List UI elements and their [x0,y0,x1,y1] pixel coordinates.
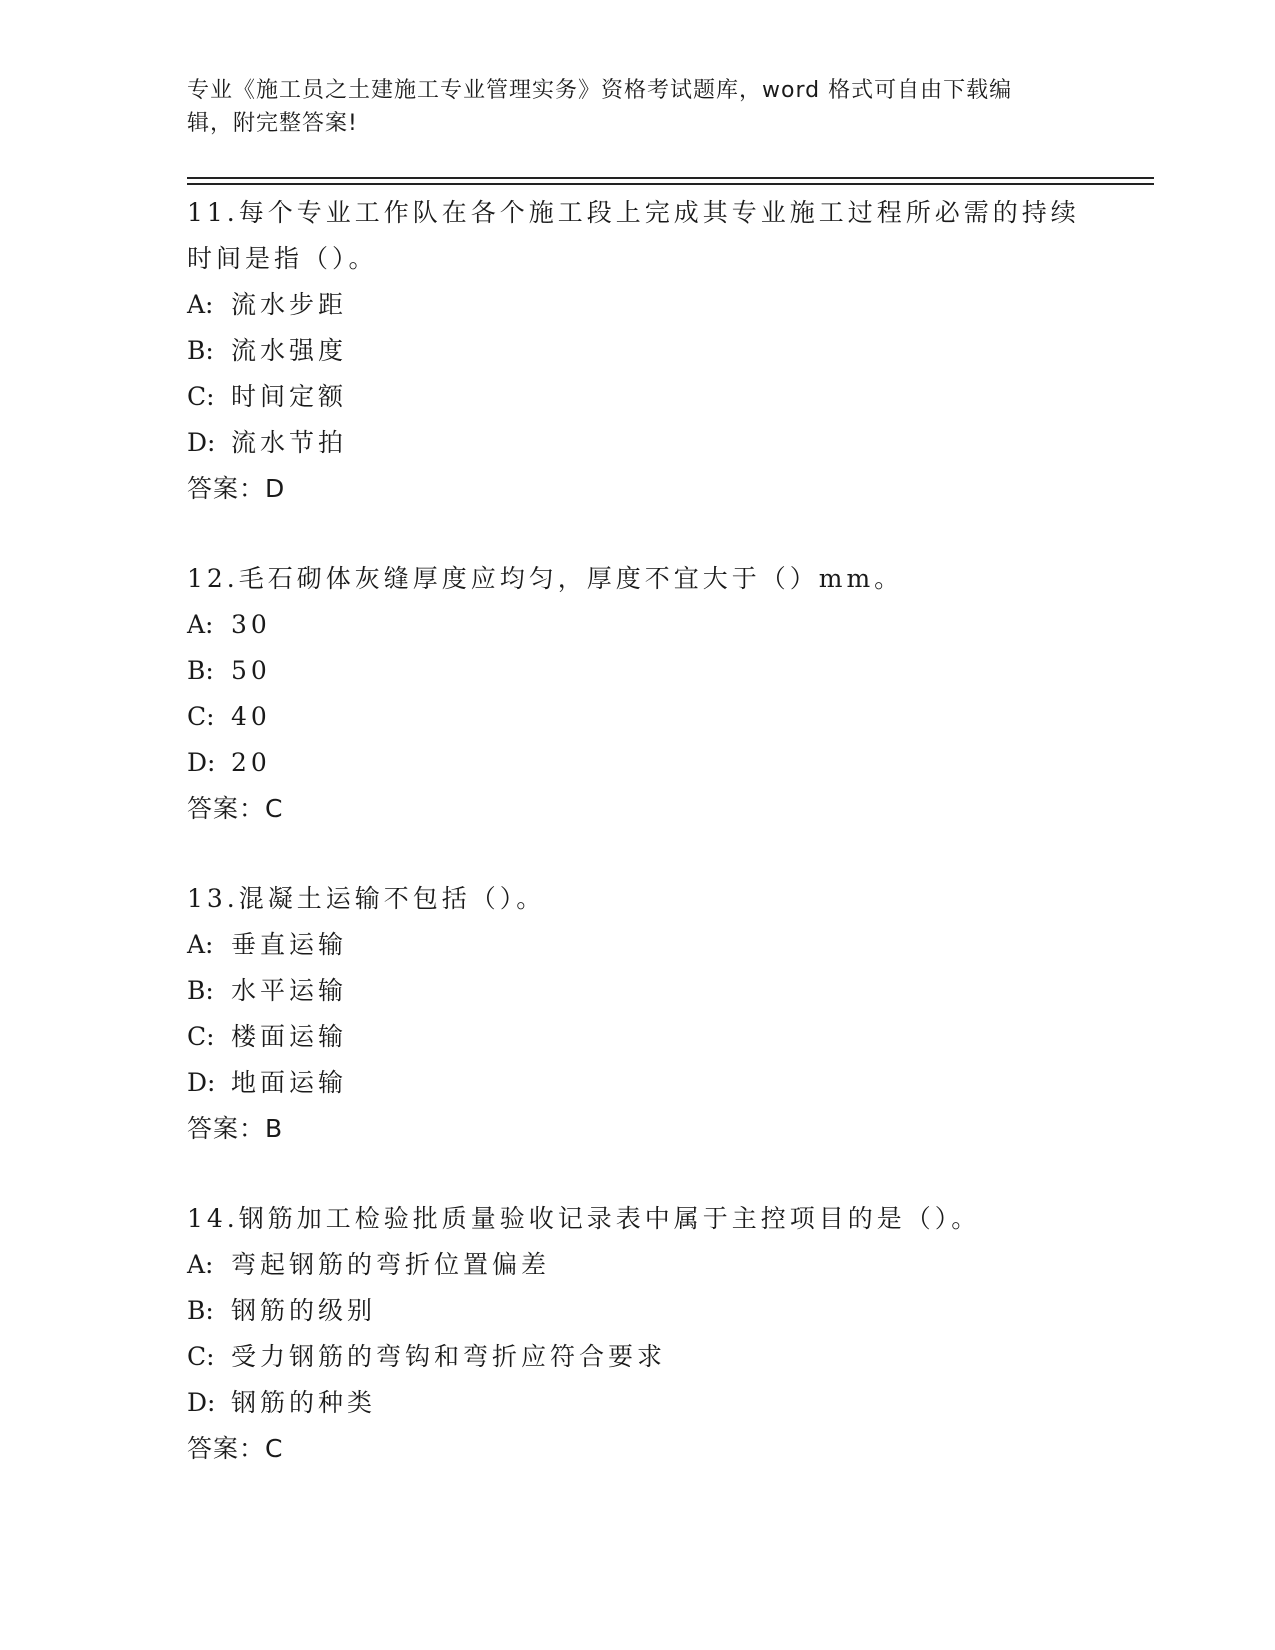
option-d [187,740,1087,786]
option-text: 楼面运输 [231,1022,348,1051]
question-stem-line-1: 13.混凝土运输不包括（）。 [187,884,546,913]
question-11 [187,190,1087,512]
option-b [187,1288,1087,1334]
option-a [187,922,1087,968]
option-letter: B: [187,656,214,685]
option-a [187,602,1087,648]
option-text: 钢筋的级别 [231,1296,377,1325]
question-12 [187,556,1087,832]
option-letter: C: [187,1022,215,1051]
question-stem-line-1: 14.钢筋加工检验批质量验收记录表中属于主控项目的是（）。 [187,1204,981,1233]
option-b [187,328,1087,374]
option-text: 受力钢筋的弯钩和弯折应符合要求 [231,1342,667,1371]
option-c [187,374,1087,420]
option-text: 流水强度 [231,336,348,365]
answer-line: 答案：B [187,1114,284,1143]
option-letter: B: [187,1296,214,1325]
answer-line: 答案：C [187,794,284,823]
option-text: 钢筋的种类 [231,1388,377,1417]
option-letter: C: [187,702,215,731]
option-text: 流水步距 [231,290,348,319]
question-stem-line-1: 12.毛石砌体灰缝厚度应均匀，厚度不宜大于（）mm。 [187,564,904,593]
option-letter: B: [187,976,214,1005]
option-letter: C: [187,1342,215,1371]
option-c [187,694,1087,740]
option-text: 时间定额 [231,382,348,411]
option-b [187,648,1087,694]
question-stem [187,1196,1087,1242]
question-stem [187,876,1087,922]
option-text: 地面运输 [231,1068,348,1097]
option-text: 40 [231,702,271,731]
option-b [187,968,1087,1014]
document-header [187,74,1087,140]
option-text: 水平运输 [231,976,348,1005]
option-letter: D: [187,428,216,457]
header-divider-bottom [187,183,1154,185]
option-letter: B: [187,336,214,365]
option-d [187,1060,1087,1106]
option-text: 30 [231,610,271,639]
option-letter: A: [187,1250,214,1279]
question-stem [187,190,1087,282]
question-stem-line-1: 11.每个专业工作队在各个施工段上完成其专业施工过程所必需的持续 [187,198,1080,227]
option-a [187,282,1087,328]
answer-line: 答案：D [187,474,286,503]
option-c [187,1014,1087,1060]
answer-line: 答案：C [187,1434,284,1463]
header-divider-top [187,177,1154,179]
option-text: 流水节拍 [231,428,348,457]
option-d [187,420,1087,466]
question-13 [187,876,1087,1152]
header-line-2: 辑，附完整答案! [187,111,358,136]
header-line-1: 专业《施工员之土建施工专业管理实务》资格考试题库，word 格式可自由下载编 [187,78,1013,103]
option-text: 垂直运输 [231,930,348,959]
question-stem [187,556,1087,602]
question-14 [187,1196,1087,1472]
option-text: 50 [231,656,271,685]
option-text: 20 [231,748,271,777]
option-letter: C: [187,382,215,411]
option-text: 弯起钢筋的弯折位置偏差 [231,1250,551,1279]
question-stem-line-2: 时间是指（）。 [187,244,378,273]
option-letter: A: [187,930,214,959]
option-c [187,1334,1087,1380]
option-letter: A: [187,290,214,319]
option-d [187,1380,1087,1426]
question-list [187,190,1087,1516]
option-letter: D: [187,1388,216,1417]
option-letter: D: [187,1068,216,1097]
option-a [187,1242,1087,1288]
option-letter: A: [187,610,214,639]
option-letter: D: [187,748,216,777]
